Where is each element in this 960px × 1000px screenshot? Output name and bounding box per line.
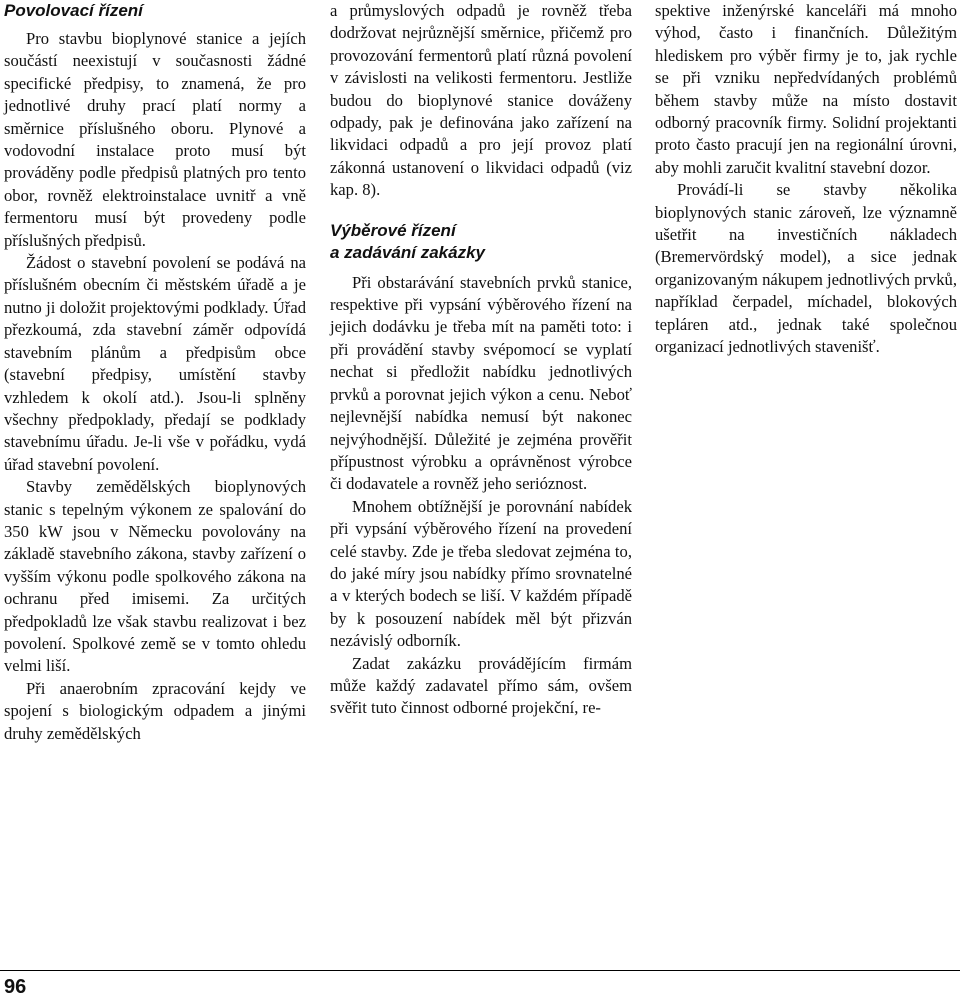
paragraph: Žádost o stavební povolení se podává na příslušném obecním či městském úřadě a je nutno ji doložit projektovými podklady. Úřad přezkoumá, zda stavební záměr odpovídá stavebním plánům a předpisům obce (stavební předpisy, umístění stavby vzhledem k okolí atd.). Jsou-li splněny všechny předpoklady, předají se podklady stavebnímu úřadu. Je-li vše v pořádku, vydá úřad stavební povolení. (4, 253, 306, 474)
paragraph: Při obstarávání stavebních prvků stanice, respektive při vypsání výběrového řízení na jejich dodávku je třeba mít na paměti toto: i při provádění stavby svépomocí se vyplatí nechat si předložit nabídku jednotlivých prvků a porovnat jejich výkon a cenu. Neboť nejlevnější nabídka nemusí být nakonec nejvýhodnější. Důležité je zejména prověřit přípustnost výrobku a oprávněnost výrobce či dodavatele a rovněž jeho serióznost. (330, 272, 632, 494)
text-column-right (655, 0, 957, 359)
text-column-middle (330, 0, 632, 720)
section-heading-tender (330, 220, 632, 264)
paragraph: Stavby zemědělských bioplynových stanic s tepelným výkonem ze spalování do 350 kW jsou v Německu povolovány na základě stavebního zákona, stavby zařízení o vyšším výkonu podle spolkového zákona na ochranu před imisemi. Za určitých předpokladů lze však stavbu realizovat i bez povolení. Spolkové země se v tomto ohledu velmi liší. (4, 477, 306, 676)
paragraph-continuation: spektive inženýrské kanceláři má mnoho výhod, často i finančních. Důležitým hlediskem pro výběr firmy je to, jak rychle se při vzniku nepředvídaných problémů během stavby může na místo dostavit odborný pracovník firmy. Solidní projektanti proto často pracují jen na regionální úrovni, aby mohli zaručit kvalitní stavební dozor. (655, 1, 957, 177)
paragraph: Pro stavbu bioplynové stanice a jejích součástí neexistují v současnosti žádné specifické předpisy, to znamená, že pro jednotlivé druhy prací platí normy a směrnice příslušného oboru. Plynové a vodovodní instalace proto musí být prováděny podle předpisů platných pro tento obor, rovněž elektroinstalace uvnitř a vně fermentoru musí být provedeny podle příslušných předpisů. (4, 29, 306, 250)
footer-rule (0, 970, 960, 971)
section-heading-line: Výběrové řízení (330, 220, 456, 240)
text-column-left (4, 0, 306, 745)
paragraph: Při anaerobním zpracování kejdy ve spojení s biologickým odpadem a jinými druhy zemědělských (4, 678, 306, 743)
paragraph: Provádí-li se stavby několika bioplynových stanic zároveň, lze významně ušetřit na investičních nákladech (Bremervördský model), a sice jednak organizovaným nákupem jednotlivých prvků, například čerpadel, míchadel, blokových tepláren atd., jednak také společnou organizací jednotlivých stavenišť. (655, 180, 958, 357)
section-heading-permit-procedure: Povolovací řízení (4, 1, 143, 20)
section-heading-line: a zadávání zakázky (330, 242, 485, 262)
page-number: 96 (4, 976, 27, 998)
paragraph-continuation: a průmyslových odpadů je rovněž třeba dodržovat nejrůznější směrnice, přičemž pro provozování fermentorů platí různá povolení v závislosti na velikosti fermentoru. Jestliže budou do bioplynové stanice dováženy odpady, pak je definována jako zařízení na likvidaci odpadů a pro její provoz platí zákonná ustanovení o likvidaci odpadů (viz kap. 8). (330, 1, 632, 200)
paragraph: Zadat zakázku provádějícím firmám může každý zadavatel přímo sám, ovšem svěřit tuto činnost odborné projekční, re- (330, 653, 632, 718)
paragraph: Mnohem obtížnější je porovnání nabídek při vypsání výběrového řízení na provedení celé stavby. Zde je třeba sledovat zejména to, do jaké míry jsou nabídky přímo srovnatelné a v kterých bodech se liší. V každém případě by k posouzení nabídek měl být přizván nezávislý odborník. (330, 496, 632, 651)
